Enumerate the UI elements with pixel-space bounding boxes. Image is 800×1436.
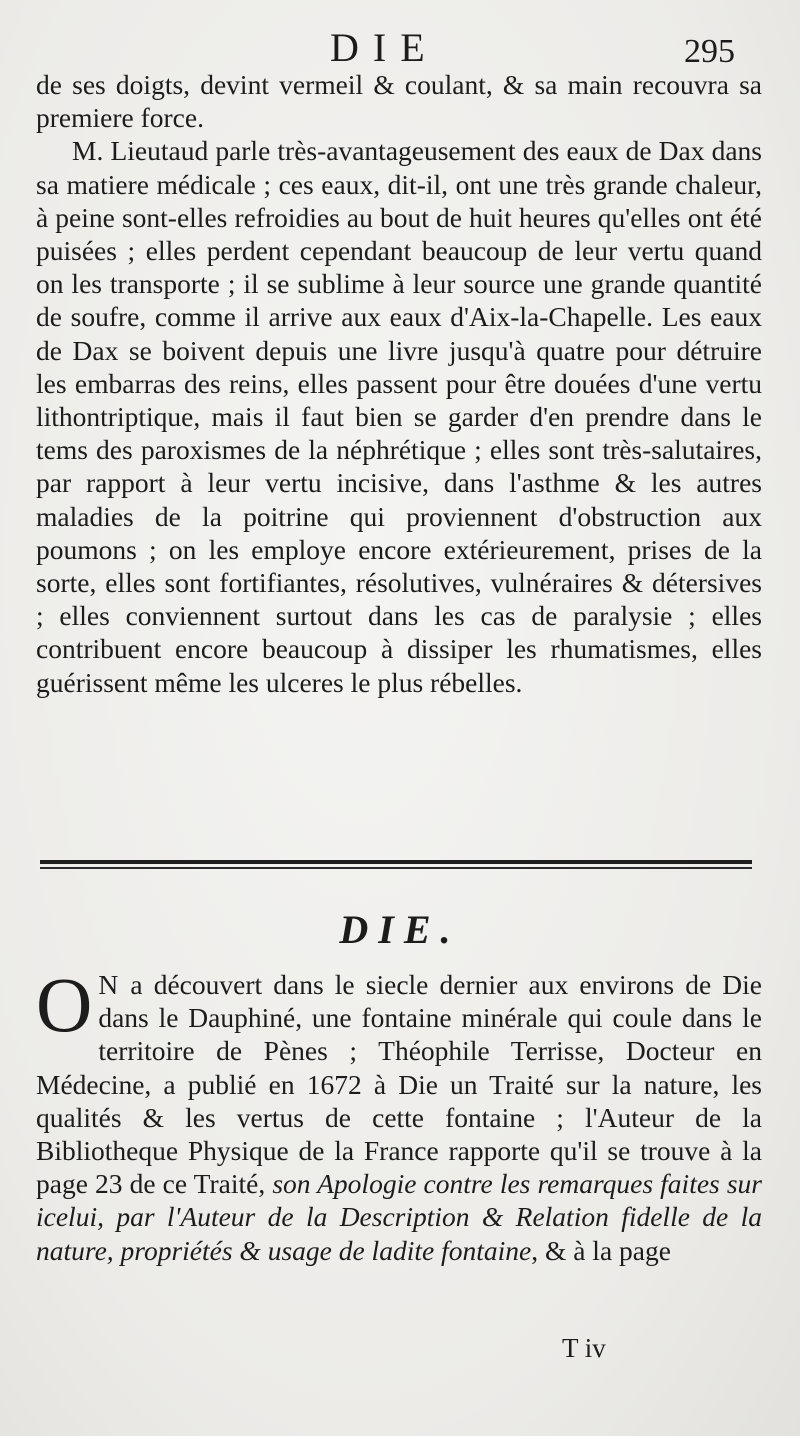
drop-cap: O bbox=[36, 961, 93, 1048]
continuation-paragraph: de ses doigts, devint vermeil & coulant, & sa main recouvra sa premiere force. bbox=[36, 69, 762, 134]
die-italic-title: son Apologie contre les remarques faites sur icelui, par l'Auteur de la Description & Relation fidelle de la nature, propriétés & usage de ladite fontaine bbox=[36, 1168, 762, 1266]
continued-article bbox=[36, 68, 762, 699]
section-heading: DIE. bbox=[339, 907, 461, 952]
die-text: a découvert dans le siecle dernier aux environs de Die dans le Dauphiné, une fontaine minérale qui coule dans le territoire de Pènes ; Théophile Terrisse, Docteur en Médecine, a publié en 1672 à Die un Traité sur la nature, les qualités & les vertus de cette fontaine ; l'Auteur de la Bibliotheque Physique de la France rapporte qu'il se trouve à la page 23 de ce Traité, bbox=[36, 969, 762, 1200]
catchword-signature: T iv bbox=[562, 1333, 606, 1363]
running-head-title: DIE bbox=[330, 25, 439, 70]
page-number: 295 bbox=[684, 33, 735, 70]
die-text-tail: , & à la page bbox=[531, 1234, 671, 1266]
section-divider-rule bbox=[40, 860, 752, 864]
die-article bbox=[36, 961, 762, 1267]
lieutaud-paragraph: M. Lieutaud parle très-avantageusement des eaux de Dax dans sa matiere médicale ; ces eaux, dit-il, ont une très grande chaleur, à peine sont-elles refroidies au bout de huit heures qu'elles ont été puisées ; elles perdent cependant beaucoup de leur vertu quand on les transporte ; il se sublime à leur source une grande quantité de soufre, comme il arrive aux eaux d'Aix-la-Chapelle. Les eaux de Dax se boivent depuis une livre jusqu'à quatre pour détruire les embarras des reins, elles passent pour être douées d'une vertu lithontriptique, mais il faut bien se garder d'en prendre dans le tems des paroxismes de la néphrétique ; elles sont très-salutaires, par rapport à leur vertu incisive, dans l'asthme & les autres maladies de la poitrine qui proviennent d'obstruction aux poumons ; on les employe encore extérieurement, prises de la sorte, elles sont fortifiantes, résolutives, vulnéraires & détersives ; elles conviennent surtout dans les cas de paralysie ; elles contribuent encore beaucoup à dissiper les rhumatismes, elles guérissent même les ulceres le plus rébelles. bbox=[36, 135, 762, 698]
section-divider-rule-thin bbox=[40, 867, 752, 869]
die-paragraph bbox=[36, 961, 762, 1267]
running-head bbox=[0, 22, 800, 72]
first-word: N bbox=[98, 969, 120, 1000]
